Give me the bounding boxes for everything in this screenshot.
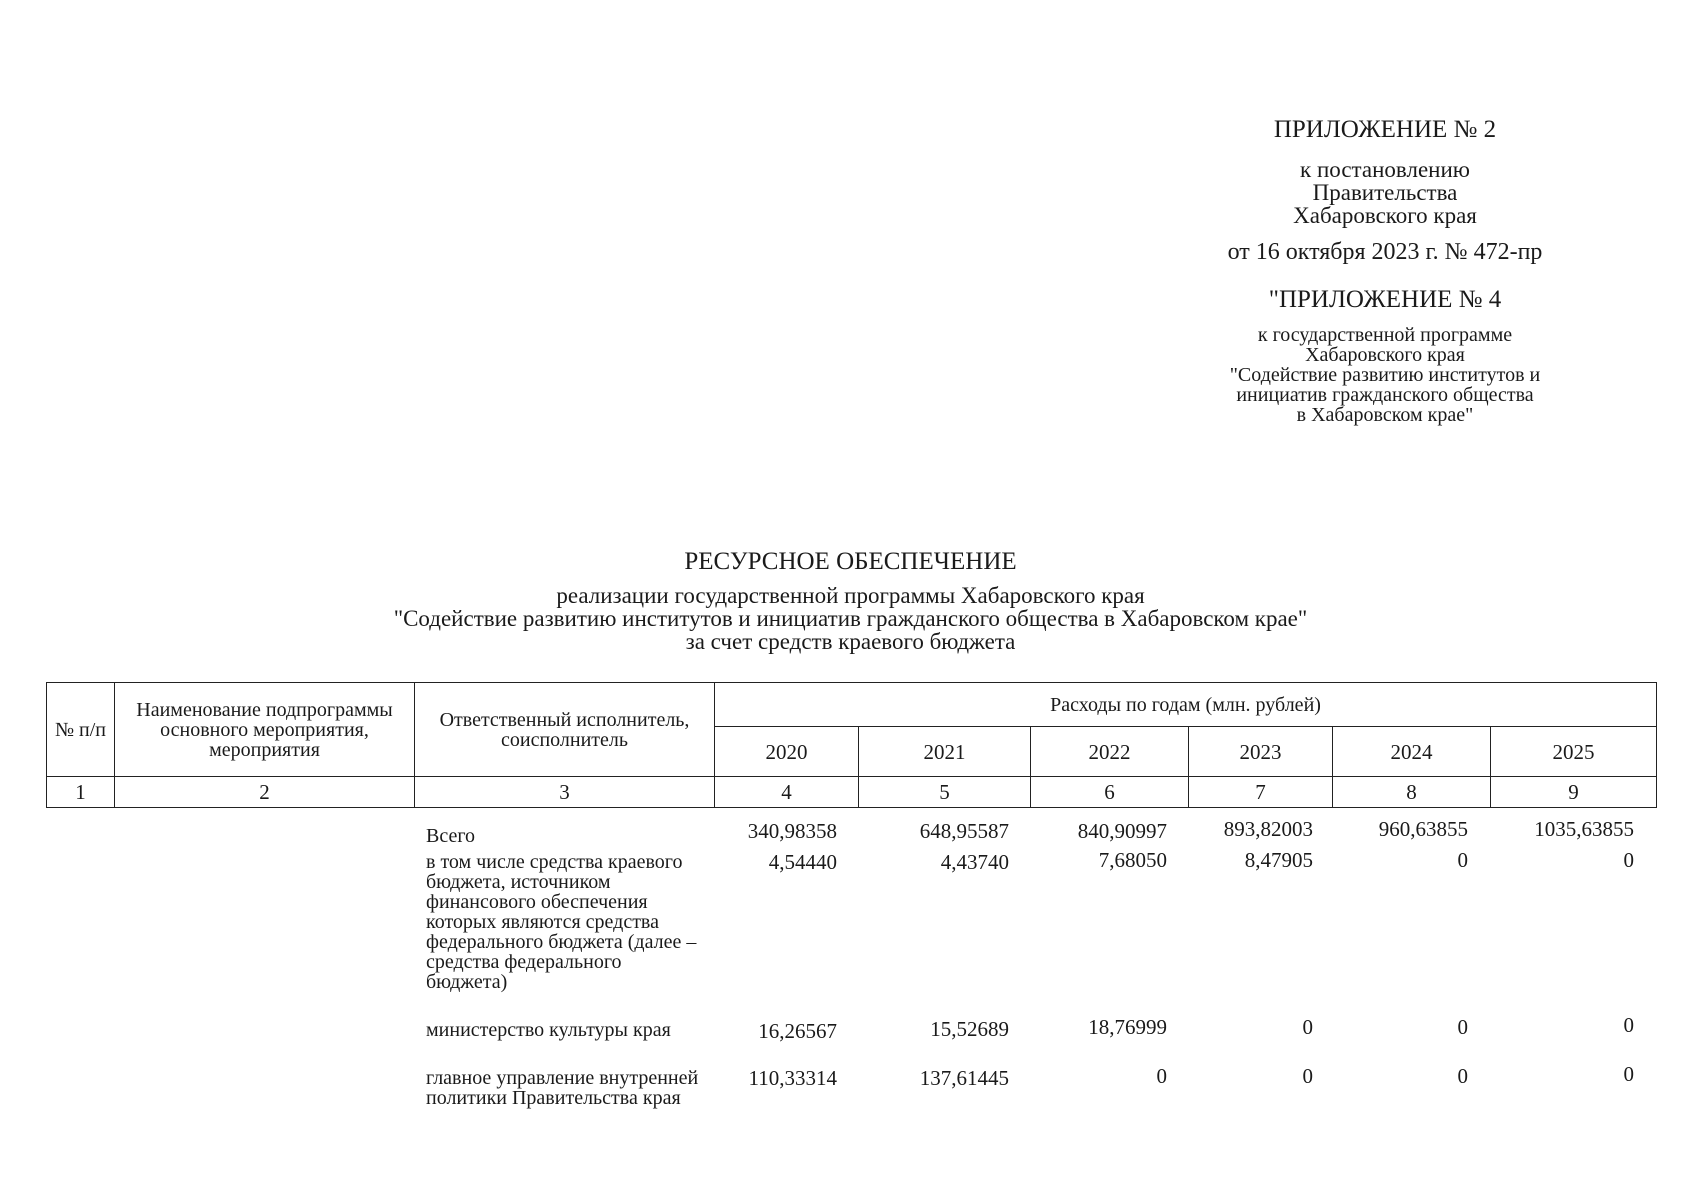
row-value: 340,98358 (747, 819, 837, 843)
header-year: 2023 (1189, 727, 1333, 777)
row-value: 4,54440 (768, 850, 837, 874)
appendix-line: "Содействие развитию институтов и (1229, 364, 1541, 386)
subtitle-line: за счет средств краевого бюджета (685, 629, 1016, 654)
header-year: 2024 (1333, 727, 1491, 777)
subtitle-line: "Содействие развитию институтов и инициатив гражданского общества в Хабаровском крае" (393, 606, 1308, 631)
appendix-lines (1180, 158, 1590, 227)
row-label: в том числе средства краевого бюджета, источником финансового обеспечения которых являются средства федерального бюджета (далее – средства федерального бюджета) (426, 851, 697, 993)
appendix-line: Правительства (1312, 180, 1458, 205)
document-title: РЕСУРСНОЕ ОБЕСПЕЧЕНИЕ (684, 548, 1017, 575)
column-number: 7 (1189, 777, 1333, 808)
column-number: 8 (1333, 777, 1491, 808)
header-num: № п/п (47, 683, 115, 777)
row-value: 0 (1623, 1062, 1634, 1086)
resource-table-header (46, 682, 1657, 808)
header-executor: Ответственный исполнитель, соисполнитель (415, 683, 715, 777)
document-subtitle (0, 584, 1701, 653)
row-value: 0 (1623, 1013, 1634, 1037)
row-value: 960,63855 (1378, 817, 1468, 841)
column-number: 1 (47, 777, 115, 808)
appendix-line: Хабаровского края (1293, 203, 1477, 228)
appendix-line: Хабаровского края (1305, 344, 1465, 366)
row-value: 648,95587 (919, 819, 1009, 843)
row-label: Всего (426, 825, 476, 847)
appendix-line: к государственной программе (1257, 324, 1513, 346)
row-value: 0 (1457, 1064, 1468, 1088)
appendix-line: в Хабаровском крае" (1296, 404, 1474, 426)
row-value: 0 (1623, 848, 1634, 872)
row-value: 4,43740 (940, 850, 1009, 874)
row-value: 0 (1156, 1064, 1167, 1088)
row-value: 15,52689 (930, 1017, 1009, 1041)
column-number: 3 (415, 777, 715, 808)
row-value: 7,68050 (1098, 848, 1167, 872)
header-year: 2025 (1491, 727, 1657, 777)
header-name: Наименование подпрограммы основного мероприятия, мероприятия (115, 683, 415, 777)
row-value: 893,82003 (1223, 817, 1313, 841)
appendix-lines-2 (1180, 325, 1590, 425)
row-label: министерство культуры края (426, 1019, 671, 1041)
column-number: 4 (715, 777, 859, 808)
column-number: 5 (859, 777, 1031, 808)
column-number: 9 (1491, 777, 1657, 808)
row-value: 0 (1457, 1015, 1468, 1039)
row-value: 0 (1302, 1064, 1313, 1088)
column-number: 2 (115, 777, 415, 808)
appendix-title-2: "ПРИЛОЖЕНИЕ № 4 (1268, 286, 1502, 313)
subtitle-line: реализации государственной программы Хабаровского края (556, 583, 1145, 608)
row-value: 840,90997 (1077, 819, 1167, 843)
row-value: 137,61445 (919, 1066, 1009, 1090)
appendix-line: инициатив гражданского общества (1236, 384, 1534, 406)
header-year: 2020 (715, 727, 859, 777)
appendix-title: ПРИЛОЖЕНИЕ № 2 (1273, 116, 1497, 143)
row-value: 8,47905 (1244, 848, 1313, 872)
row-value: 110,33314 (748, 1066, 837, 1090)
row-value: 0 (1302, 1015, 1313, 1039)
row-value: 0 (1457, 848, 1468, 872)
row-value: 1035,63855 (1534, 817, 1634, 841)
header-year: 2021 (859, 727, 1031, 777)
appendix-line: к постановлению (1300, 157, 1470, 182)
row-value: 18,76999 (1088, 1015, 1167, 1039)
row-label: главное управление внутренней политики Правительства края (426, 1067, 699, 1109)
header-year: 2022 (1031, 727, 1189, 777)
appendix-date: от 16 октября 2023 г. № 472-пр (1227, 239, 1543, 265)
column-number: 6 (1031, 777, 1189, 808)
row-value: 16,26567 (758, 1019, 837, 1043)
header-expenses: Расходы по годам (млн. рублей) (715, 683, 1657, 727)
